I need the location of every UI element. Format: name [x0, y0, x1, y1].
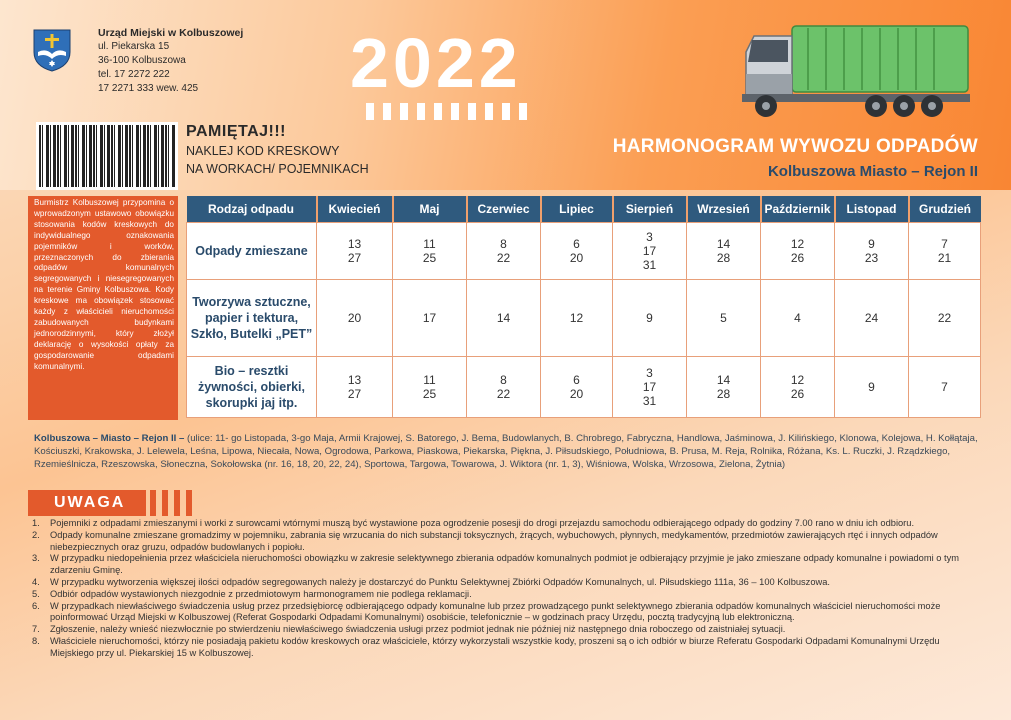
office-city: 36-100 Kolbuszowa [98, 55, 186, 66]
barcode-icon [36, 122, 178, 190]
year-heading: 2022 [350, 24, 522, 102]
streets-list [34, 432, 984, 471]
remember-notice [186, 123, 369, 177]
list-item: 3. W przypadku niedopełnienia przez właściciela nieruchomości obowiązku w zakresie selektywnego zbierania odpadów komunalnych podmiot je odbierający przyjmie je jako zmieszane odpady komunalne i powiadomi o tym zdarzeniu Gminę. [32, 553, 959, 576]
list-item: 8. Właściciele nieruchomości, którzy nie posiadają pakietu kodów kreskowych oraz właściciele, którzy wykorzystali wszystkie kody, proszeni są o ich odbiór w biurze Referatu Gospodarki Odpadami Komunalnymi Urzędu Miejskiego przy ul. Piekarskiej 15 w Kolbuszowej. [32, 635, 940, 658]
header-june: Czerwiec [467, 196, 541, 223]
schedule-subtitle: Kolbuszowa Miasto – Rejon II [767, 163, 978, 180]
date-cell: 3 17 31 [613, 357, 687, 418]
office-contact [98, 26, 243, 96]
date-cell: 7 [909, 357, 981, 418]
collection-schedule-table [186, 196, 981, 418]
schedule-title: HARMONOGRAM WYWOZU ODPADÓW [612, 136, 978, 157]
waste-type-cell: Odpady zmieszane [187, 223, 317, 280]
date-cell: 12 26 [761, 357, 835, 418]
header-december: Grudzień [909, 196, 981, 223]
header-may: Maj [393, 196, 467, 223]
table-header-row [187, 196, 981, 223]
barcode-notice-text: Burmistrz Kolbuszowej przypomina o wprowadzonym ustawowo obowiązku stosowania kodów kreskowych do indywidualnego oznakowania pojemników i worków, przeznaczonych do zbierania odpadów komunalnych segregowanych i niesegregowanych na terenie Gminy Kolbuszowa. Kody kreskowe ma obowiązek stosować każdy z właścicieli nieruchomości zabudowanych budynkami jednorodzinnymi, który złożył deklarację o wysokości opłaty za gospodarowanie odpadami komunalnymi. [34, 198, 174, 371]
date-cell: 9 23 [835, 223, 909, 280]
garbage-truck-icon [742, 22, 972, 120]
date-cell: 9 [613, 280, 687, 357]
date-cell: 13 27 [317, 223, 393, 280]
year-decoration [366, 103, 527, 120]
remember-line-2: NA WORKACH/ POJEMNIKACH [186, 162, 369, 176]
date-cell: 12 [541, 280, 613, 357]
table-row [187, 223, 981, 280]
date-cell: 6 20 [541, 223, 613, 280]
list-item: 4. W przypadku wytworzenia większej ilości odpadów segregowanych należy je dostarczyć do Punktu Selektywnej Zbiórki Odpadów Komunalnych, ul. Piłsudskiego 111a, 36 – 100 Kolbuszowa. [32, 576, 830, 587]
remember-line-1: NAKLEJ KOD KRESKOWY [186, 144, 340, 158]
barcode-notice-panel [28, 196, 178, 420]
header-october: Październik [761, 196, 835, 223]
date-cell: 5 [687, 280, 761, 357]
waste-type-cell: Bio – resztki żywności, obierki, skorupki jaj itp. [187, 357, 317, 418]
header-july: Lipiec [541, 196, 613, 223]
header-november: Listopad [835, 196, 909, 223]
date-cell: 14 28 [687, 357, 761, 418]
coat-of-arms-icon [32, 28, 72, 72]
list-item: 2. Odpady komunalne zmieszane gromadzimy w pojemniku, zabrania się wrzucania do nich substancji toksycznych, żrących, wybuchowych, płynnych, medykamentów, przedmiotów zawierających rtęć i innych odpadów niebezpiecznych oraz gruzu, odpadów budowlanych i popiołu. [32, 529, 938, 552]
date-cell: 12 26 [761, 223, 835, 280]
header-august: Sierpień [613, 196, 687, 223]
office-phone: tel. 17 2272 222 [98, 69, 170, 80]
waste-type-cell: Tworzywa sztuczne, papier i tektura, Szkło, Butelki „PET” [187, 280, 317, 357]
date-cell: 7 21 [909, 223, 981, 280]
header-september: Wrzesień [687, 196, 761, 223]
office-address: ul. Piekarska 15 [98, 41, 170, 52]
date-cell: 13 27 [317, 357, 393, 418]
date-cell: 6 20 [541, 357, 613, 418]
date-cell: 24 [835, 280, 909, 357]
table-row [187, 357, 981, 418]
list-item: 6. W przypadkach niewłaściwego świadczenia usług przez przedsiębiorcę odbierającego odpady komunalne lub przez prowadzącego punkt selektywnego zbierania odpadów komunalnych właściciel nieruchomości może poinformować Urząd Miejski w Kolbuszowej (Referat Gospodarki Odpadami Komunalnymi) osobiście, telefonicznie – w godzinach pracy Urzędu, pocztą tradycyjną lub elektroniczną. [32, 600, 941, 623]
office-phone-2: 17 2271 333 wew. 425 [98, 83, 199, 94]
date-cell: 14 28 [687, 223, 761, 280]
date-cell: 9 [835, 357, 909, 418]
notes-list [28, 518, 978, 660]
header-april: Kwiecień [317, 196, 393, 223]
date-cell: 17 [393, 280, 467, 357]
date-cell: 20 [317, 280, 393, 357]
list-item: 1. Pojemniki z odpadami zmieszanymi i worki z surowcami wtórnymi muszą być wystawione poza ogrodzenie posesji do drogi przejazdu samochodu odbierającego odpady do godziny 7.00 rano w dniu ich odbioru. [32, 518, 915, 528]
office-name: Urząd Miejski w Kolbuszowej [98, 27, 244, 39]
date-cell: 11 25 [393, 357, 467, 418]
date-cell: 11 25 [393, 223, 467, 280]
date-cell: 4 [761, 280, 835, 357]
date-cell: 8 22 [467, 357, 541, 418]
table-row [187, 280, 981, 357]
date-cell: 3 17 31 [613, 223, 687, 280]
header-waste-type: Rodzaj odpadu [187, 196, 317, 223]
uwaga-decoration [150, 490, 192, 516]
list-item: 5. Odbiór odpadów wystawionych niezgodnie z przedmiotowym harmonogramem nie podlega reklamacji. [32, 588, 472, 599]
date-cell: 14 [467, 280, 541, 357]
uwaga-heading: UWAGA [54, 494, 126, 511]
remember-heading: PAMIĘTAJ!!! [186, 123, 287, 140]
streets-label: Kolbuszowa – Miasto – Rejon II – [34, 433, 185, 444]
date-cell: 8 22 [467, 223, 541, 280]
date-cell: 22 [909, 280, 981, 357]
list-item: 7. Zgłoszenie, należy wnieść niezwłocznie po stwierdzeniu niewłaściwego świadczenia usługi przez podmiot jednak nie później niż następnego dnia roboczego od zaistniałej sytuacji. [32, 624, 786, 635]
streets-text: (ulice: 11- go Listopada, 3-go Maja, Armii Krajowej, S. Batorego, J. Bema, Budowlanych, B. Chrobrego, Fabryczna, Handlowa, Jaśminowa, J. Kilińskiego, Klonowa, Kolejowa, H. Kołłątaja, Kościuszki, Krakowska, J. Lelewela, Leśna, Lipowa, Niecała, Nowa, Ogrodowa, Parkowa, Piaskowa, Piekarska, Piękna, J. Piłsudskiego, Południowa, B. Prusa, M. Reja, Rolnika, Różana, Ks. L. Ruczki, J. Rządzkiego, Rzemieślnicza, Rzeszowska, Słoneczna, Sokołowska (nr. 16, 18, 20, 22, 24), Sportowa, Targowa, Towarowa, J. Wiktora (nr. 1, 3), Wiśniowa, Wolska, Wrzosowa, Zielona, Żytnia) [34, 433, 978, 470]
